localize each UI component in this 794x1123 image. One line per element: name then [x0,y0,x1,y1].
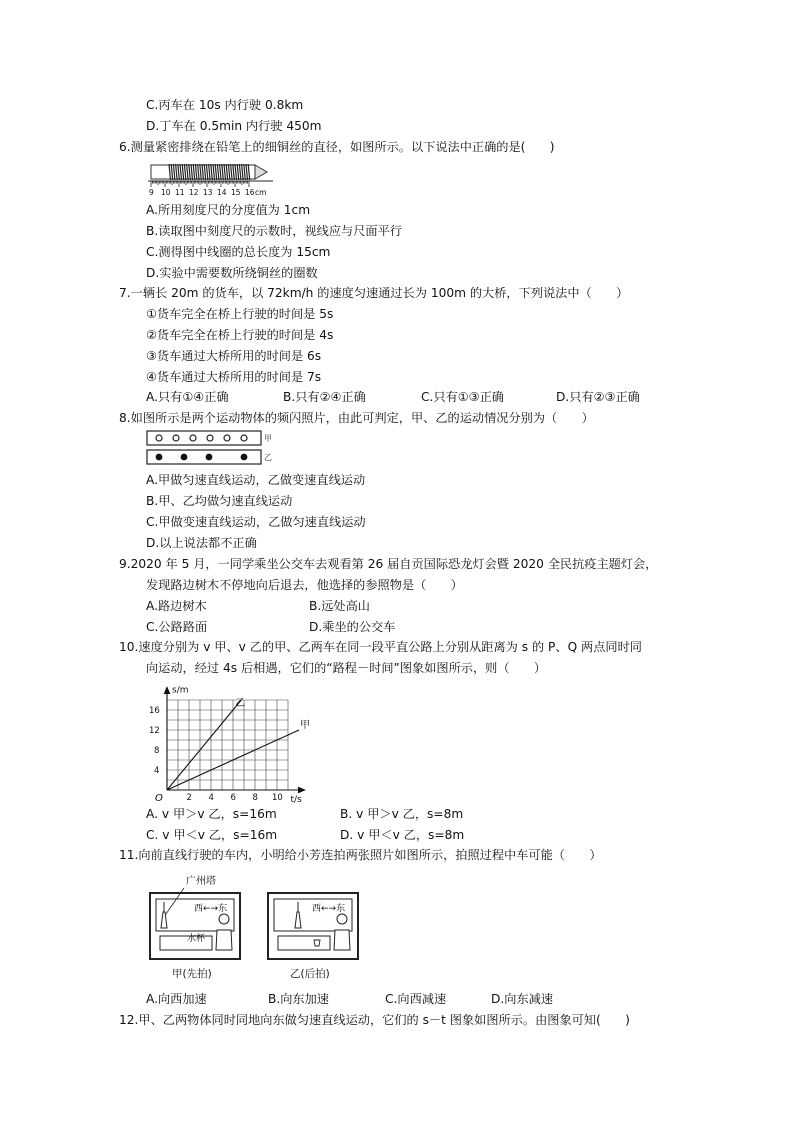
q8-option-d: D.以上说法都不正确 [146,536,257,550]
q11-option-d: D.向东减速 [491,992,554,1006]
x-tick-label: 2 [186,793,192,803]
x-tick-label: 8 [252,793,258,803]
y-tick-label: 8 [154,746,160,756]
yi-dot [241,454,248,461]
jia-dot [173,435,179,441]
q9-option-c: C.公路路面 [146,620,208,634]
s-t-graph [145,678,320,806]
q6-option-a: A.所用刻度尺的分度值为 1cm [146,203,311,217]
bus-photos-figure [146,866,366,986]
q11-option-a: A.向西加速 [146,992,207,1006]
q7-option-a: A.只有①④正确 [146,390,229,404]
cup-label: 水杯 [187,934,206,944]
yi-dot [181,454,188,461]
ruler-tick-label: 16 [245,188,255,197]
q6-option-d: D.实验中需要数所绕铜丝的圈数 [146,266,318,280]
q6-option-b: B.读取图中刻度尺的示数时，视线应与尺面平行 [146,224,402,238]
q11-option-c: C.向西减速 [385,992,447,1006]
q12-stem: 12.甲、乙两物体同时同地向东做匀速直线运动，它们的 s－t 图象如图所示。由图象可知( ) [119,1013,630,1027]
direction-label-2: 西←→东 [312,904,346,914]
q9-option-a: A.路边树木 [146,599,207,613]
q7-statement-1: ①货车完全在桥上行驶的时间是 5s [146,307,334,321]
q10-stem: 10.速度分别为 v 甲、v 乙的甲、乙两车在同一段平直公路上分别从距离为 s 的 P、Q 两点同时同 [119,640,642,654]
series-label: 乙 [235,698,246,709]
x-axis-label: t/s [290,795,302,805]
q9-option-d: D.乘坐的公交车 [309,620,396,634]
ruler-tick-label: 11 [175,188,185,197]
q7-statement-4: ④货车通过大桥所用的时间是 7s [146,370,322,384]
q5-option-c: C.丙车在 10s 内行驶 0.8km [146,98,304,112]
x-axis-arrow-icon [299,788,305,793]
caption-yi: 乙(后拍) [290,968,330,980]
q7-option-d: D.只有②③正确 [556,390,640,404]
ruler-tick-label: 10 [161,188,171,197]
cup-icon [314,940,320,946]
x-tick-label: 6 [230,793,236,803]
caption-jia: 甲(先拍) [172,968,212,980]
q10-option-c: C. v 甲＜v 乙，s=16m [146,828,278,842]
y-axis-arrow-icon [165,688,170,694]
label-yi: 乙 [264,453,272,462]
ruler-tick-label: 15 [231,188,241,197]
jia-dot [207,435,213,441]
y-axis-label: s/m [172,685,189,696]
y-tick-label: 4 [154,766,160,776]
q7-statement-3: ③货车通过大桥所用的时间是 6s [146,349,322,363]
yi-dot [206,454,213,461]
table-icon [278,936,330,950]
photo-yi-panel [268,893,358,959]
q7-option-c: C.只有①③正确 [421,390,504,404]
ruler-unit-label: cm [255,188,267,197]
y-tick-label: 12 [149,726,160,736]
q10-option-d: D. v 甲＜v 乙，s=8m [340,828,465,842]
q10-stem-cont: 向运动，经过 4s 后相遇，它们的“路程－时间”图象如图所示，则（ ） [146,661,547,675]
q8-option-b: B.甲、乙均做匀速直线运动 [146,494,293,508]
tower-label: 广州塔 [186,876,216,887]
q9-option-b: B.远处高山 [309,599,370,613]
q6-stem: 6.测量紧密排绕在铅笔上的细铜丝的直径，如图所示。以下说法中正确的是( ) [119,140,555,154]
photo-jia-panel [150,888,240,959]
x-tick-label: 4 [208,793,214,803]
label-jia: 甲 [264,434,272,443]
q9-stem-cont: 发现路边树木不停地向后退去，他选择的参照物是（ ） [146,578,463,592]
q7-stem: 7.一辆长 20m 的货车，以 72km/h 的速度匀速通过长为 100m 的大桥，下列说法中（ ） [119,286,629,300]
ruler-coil-figure [145,157,280,197]
direction-label-1: 西←→东 [194,904,228,914]
q11-stem: 11.向前直线行驶的车内，小明给小芳连拍两张照片如图所示，拍照过程中车可能（ ） [119,848,602,862]
q10-option-b: B. v 甲＞v 乙，s=8m [340,807,464,821]
ruler-tick-label: 9 [149,188,154,197]
jia-dot [190,435,196,441]
x-tick-label: 10 [272,793,283,803]
series-label: 甲 [300,720,310,731]
origin-label: O [155,793,163,804]
q5-option-d: D.丁车在 0.5min 内行驶 450m [146,119,322,133]
q11-option-b: B.向东加速 [268,992,329,1006]
q7-statement-2: ②货车完全在桥上行驶的时间是 4s [146,328,334,342]
jia-dot [241,435,247,441]
q8-option-c: C.甲做变速直线运动，乙做匀速直线运动 [146,515,366,529]
person-icon [337,914,347,924]
q9-stem: 9.2020 年 5 月，一同学乘坐公交车去观看第 26 届自贡国际恐龙灯会暨 2020 全民抗疫主题灯会， [119,557,658,571]
strobe-photo-figure [146,429,274,467]
q10-option-a: A. v 甲＞v 乙，s=16m [146,807,277,821]
yi-dot [156,454,163,461]
q8-option-a: A.甲做匀速直线运动，乙做变速直线运动 [146,473,366,487]
q8-stem: 8.如图所示是两个运动物体的频闪照片，由此可判定，甲、乙的运动情况分别为（ ） [119,411,594,425]
q6-option-c: C.测得图中线圈的总长度为 15cm [146,245,331,259]
ruler-tick-label: 13 [203,188,213,197]
person-icon [219,914,229,924]
jia-dot [156,435,162,441]
q7-option-b: B.只有②④正确 [283,390,366,404]
y-tick-label: 16 [149,706,160,716]
ruler-tick-label: 14 [217,188,227,197]
jia-dot [224,435,230,441]
ruler-tick-label: 12 [189,188,199,197]
